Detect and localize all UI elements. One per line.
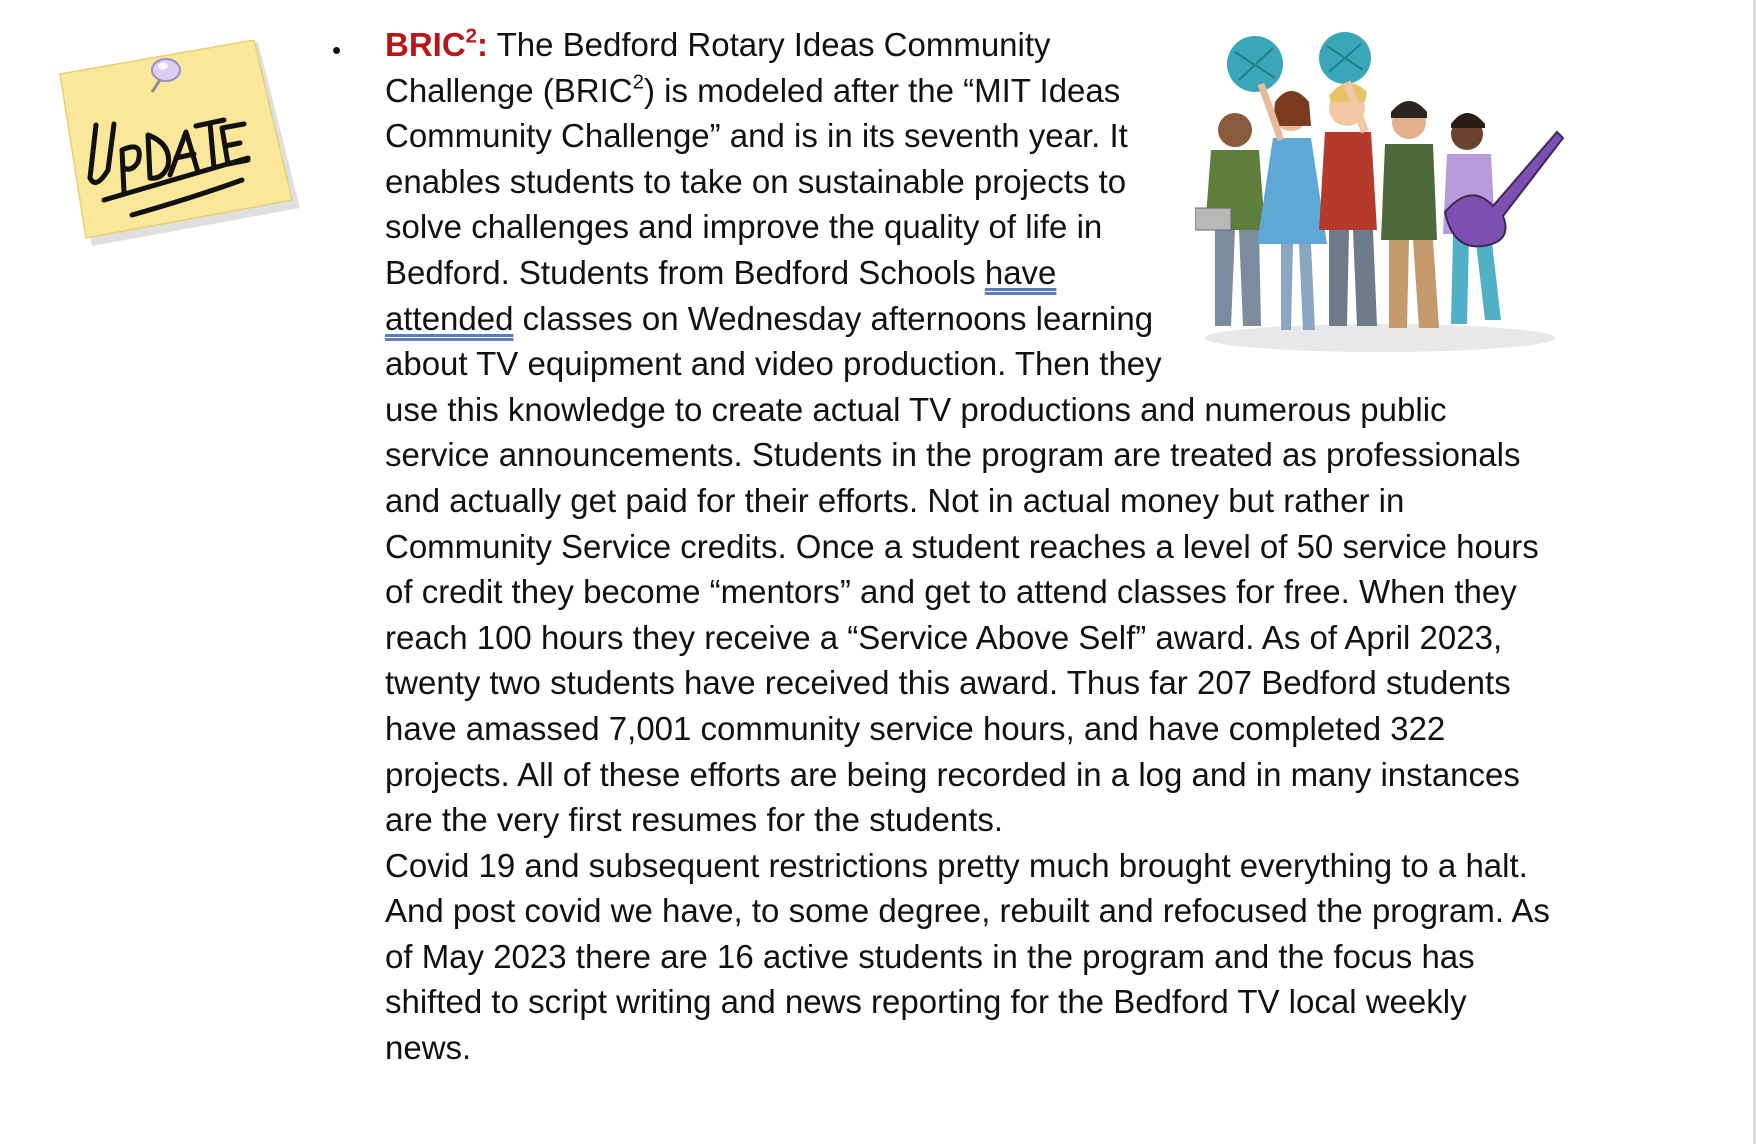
bric-superscript: 2	[465, 24, 478, 48]
bullet-marker: •	[332, 35, 342, 65]
grammar-flag-have-attended[interactable]: have attended	[385, 253, 1057, 337]
intro-text-c: classes on Wednesday afternoons learning about TV equipment and video production. Then they use this knowledge to create actual TV productions and numerous public service announcements. Students in the program are treated as professionals and actually get paid for their efforts. Not in actual money but rather in Community Service credits. Once a student reaches a level of 50 service hours of credit they become “mentors” and get to attend classes for free. When they reach 100 hours they receive a “Service Above Self” award. As of April 2023, twenty two students have received this award. Thus far 207 Bedford students have amassed 7,001 community service hours, and have completed 322 projects. All of these efforts are being recorded in a log and in many instances are the very first resumes for the students.	[385, 299, 1539, 839]
intro-text-b: ) is modeled after the “MIT Ideas Community Challenge” and is in its seventh year. It enables students to take on sustainable projects to solve challenges and improve the quality of life in Bedford. Students from Bedford Schools	[385, 71, 1128, 291]
intro-text-a: The Bedford Rotary Ideas Community Challenge (BRIC	[385, 26, 1051, 109]
bric-colon: :	[477, 26, 489, 63]
intro-superscript: 2	[632, 70, 644, 94]
students-illustration	[1195, 22, 1565, 358]
document-body	[385, 22, 1555, 1071]
update-sticky-note-image	[52, 40, 302, 250]
bric-name: BRIC	[385, 26, 466, 63]
bric-heading	[385, 26, 488, 63]
covid-paragraph: Covid 19 and subsequent restrictions pretty much brought everything to a halt. And post covid we have, to some degree, rebuilt and refocused the program. As of May 2023 there are 16 active students in the program and the focus has shifted to script writing and news reporting for the Bedford TV local weekly news.	[385, 846, 1550, 1067]
